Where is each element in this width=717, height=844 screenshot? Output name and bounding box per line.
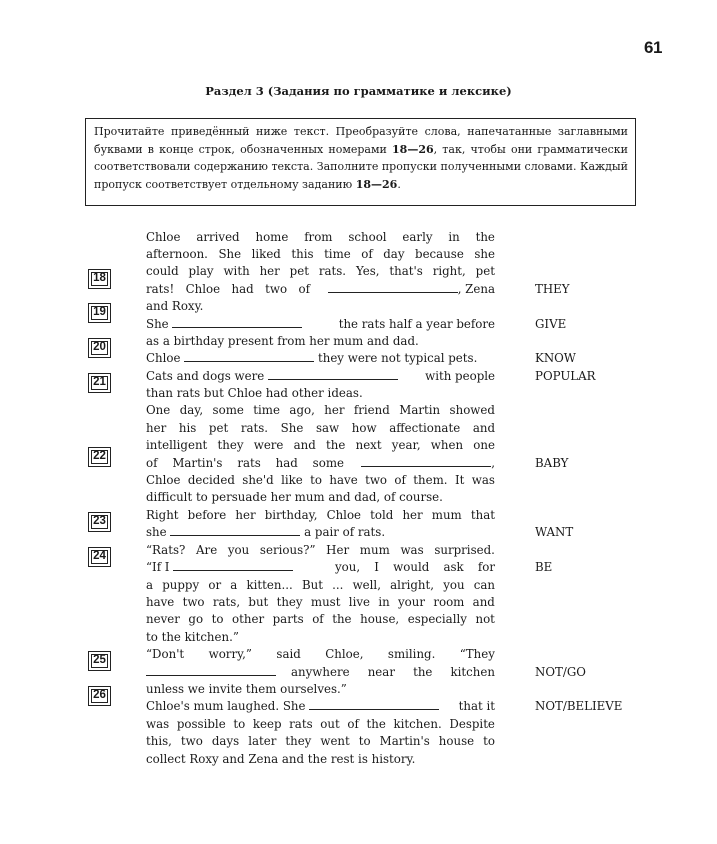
word: Martin's [172,456,223,470]
text-fragment [291,664,495,681]
word: that [470,508,495,522]
text-line: difficult to persuade her mum and dad, of course. [146,490,443,504]
word: birthday, [264,508,318,522]
text-fragment: she [146,525,167,539]
word: rats. [240,421,269,435]
answer-blank-24[interactable] [173,560,293,571]
word: two [365,473,388,487]
word: ask [443,560,464,574]
word: worry,” [208,647,252,661]
word: rats [237,456,261,470]
answer-blank-26[interactable] [309,699,439,710]
word: two [180,734,203,748]
word: Her [326,543,350,557]
word: went [320,734,350,748]
word: of [361,247,373,261]
word: near [367,665,395,679]
text-line: than rats but Chloe had other ideas. [146,386,363,400]
word: mum [359,543,390,557]
text-line [146,698,495,715]
word: her [259,264,280,278]
word: keep [252,717,282,731]
word: was [400,543,424,557]
word: house [438,734,475,748]
task-number-21: 21 [88,373,111,393]
word: must [310,595,341,609]
word: decided [187,473,235,487]
word: a [230,578,238,592]
word: with [223,264,250,278]
word: ... [332,578,344,592]
word: but [248,595,269,609]
word: her [324,403,345,417]
word: to [483,734,495,748]
word: Chloe, [325,647,364,661]
word: the [413,665,433,679]
word: was [471,473,495,487]
word: out [320,717,340,731]
word: showed [449,403,495,417]
text-line [146,472,495,489]
word: possible [176,717,226,731]
task-number-19: 19 [88,303,111,323]
answer-blank-21[interactable] [268,369,398,380]
text-fragment: with people [425,369,495,383]
text-fragment: Chloe's mum laughed. She [146,699,306,713]
word: you [227,543,250,557]
keyword-26: NOT/BELIEVE [535,699,623,713]
word: the [326,438,346,452]
text-fragment: “If I [146,560,170,574]
word: anywhere [291,665,350,679]
word: in [378,595,390,609]
word: She [218,247,242,261]
word: rats. [318,264,347,278]
word: and [472,595,495,609]
word: kitchen. [393,717,442,731]
text-line [146,437,495,454]
text-line [146,246,495,263]
text-fragment: , Zena [457,282,495,296]
word: Chloe [146,230,181,244]
word: to [211,612,224,626]
word: to [233,717,246,731]
word: Chloe [146,473,181,487]
task-number-23: 23 [88,512,111,532]
text-fragment: Chloe [146,351,181,365]
word: serious?” [259,543,316,557]
task-number-24: 24 [88,547,111,567]
word: to [358,734,371,748]
word: like [281,473,303,487]
word: Right [146,508,179,522]
word: play [188,264,214,278]
text-line [146,524,495,541]
text-line [146,542,495,559]
word: her [235,508,256,522]
keyword-19: GIVE [535,317,567,331]
word: especially [407,612,467,626]
word: from [304,230,333,244]
instructions-text: Прочитайте приведённый ниже текст. Преобразуйте слова, напечатанные заглавными буквами в конце строк, обозначенных номерами [94,125,628,156]
word: later [248,734,277,748]
word: have [146,595,175,609]
word: friend [353,403,390,417]
word: she'd [242,473,274,487]
text-line [146,229,495,246]
answer-blank-23[interactable] [170,525,300,536]
word: could [146,264,179,278]
word: the [366,717,386,731]
word: they [217,438,244,452]
word: home [255,230,289,244]
word: for [477,560,495,574]
word: of [146,456,158,470]
keyword-21: POPULAR [535,369,596,383]
task-number-26: 26 [88,686,111,706]
text-line: to the kitchen.” [146,630,239,644]
word: Despite [449,717,495,731]
word: liked [251,247,281,261]
word: “Don't [146,647,185,661]
word: “Rats? [146,543,186,557]
word: you [443,578,465,592]
text-line: as a birthday present from her mum and dad. [146,334,419,348]
word: ago, [289,403,315,417]
keyword-18: THEY [535,282,570,296]
word: day [383,247,405,261]
section-title: Раздел 3 (Задания по грамматике и лексике) [205,84,512,98]
text-fragment: a pair of rats. [304,525,386,539]
word: have [329,473,358,487]
word: of [298,282,310,296]
word: of [312,612,324,626]
word: she [474,247,495,261]
word: one [473,438,495,452]
text-line [146,594,495,611]
word: some [312,456,344,470]
word: saw [315,421,340,435]
word: never [146,612,180,626]
text-fragment [335,559,495,576]
answer-blank-18[interactable] [328,282,458,293]
word: puppy [162,578,200,592]
word: the [332,612,352,626]
text-fragment: , [491,456,495,470]
word: this [291,247,314,261]
word: year, [391,438,421,452]
word: room [433,595,465,609]
word: your [398,595,426,609]
word: But [301,578,323,592]
text-fragment: She [146,317,169,331]
text-line [146,455,495,472]
word: alright, [390,578,434,592]
keyword-20: KNOW [535,351,576,365]
word: right, [432,264,466,278]
instructions-box [85,118,636,206]
word: them. [413,473,448,487]
word: of [394,473,406,487]
word: pet [208,421,229,435]
word: said [276,647,301,661]
word: of [347,717,359,731]
word: had [231,282,254,296]
word: Martin [399,403,441,417]
word: days [211,734,240,748]
word: you, [335,560,361,574]
word: because [415,247,464,261]
keyword-22: BABY [535,456,569,470]
task-range: 18—26 [392,142,434,156]
text-fragment: the rats half a year before [338,317,495,331]
keyword-24: BE [535,560,553,574]
text-fragment [146,455,344,472]
word: arrived [196,230,240,244]
word: surprised. [434,543,495,557]
word: his [178,421,197,435]
word: some [212,403,244,417]
answer-blank-25[interactable] [146,665,276,676]
instructions-text: , так, чтобы они грамматически соответствовали содержанию текста. Заполните пропуски полученными словами. Каждый пропуск соответствует отдельному заданию [94,142,628,191]
word: when [430,438,464,452]
text-fragment: that it [458,699,495,713]
word: parts [272,612,304,626]
word: her [146,421,167,435]
word: intelligent [146,438,208,452]
word: well, [352,578,381,592]
word: day, [179,403,204,417]
task-range: 18—26 [355,177,398,191]
word: this, [146,734,172,748]
word: next [355,438,382,452]
text-line [146,402,495,419]
word: not [475,612,495,626]
word: go [188,612,204,626]
task-number-18: 18 [88,269,111,289]
text-line [146,733,495,750]
word: She [280,421,304,435]
keyword-23: WANT [535,525,574,539]
word: afternoon. [146,247,208,261]
word: Chloe [326,508,362,522]
text-line [146,611,495,628]
word: were [253,438,284,452]
word: Martin's [379,734,430,748]
answer-blank-19[interactable] [172,317,302,328]
word: the [475,230,495,244]
text-line [146,281,495,298]
text-line [146,350,495,367]
text-fragment: they were not typical pets. [317,351,478,365]
text-line [146,559,495,576]
word: that's [389,264,423,278]
text-line [146,507,495,524]
word: time [324,247,351,261]
word: house, [360,612,400,626]
task-number-22: 22 [88,447,111,467]
word: her [402,508,423,522]
word: rats! [146,282,175,296]
text-line [146,316,495,333]
word: before [187,508,227,522]
word: they [285,734,312,748]
word: other [232,612,265,626]
text-line [146,263,495,280]
word: “They [459,647,495,661]
word: pet [289,264,309,278]
word: rats [289,717,313,731]
task-number-25: 25 [88,651,111,671]
word: or [208,578,222,592]
text-fragment: Cats and dogs were [146,369,265,383]
word: early [402,230,433,244]
word: told [370,508,394,522]
word: One [146,403,171,417]
word: had [275,456,298,470]
word: It [454,473,465,487]
word: was [146,717,170,731]
text-line: and Roxy. [146,299,204,313]
word: they [276,595,303,609]
word: live [348,595,370,609]
text-line: unless we invite them ourselves.” [146,682,347,696]
text-line [146,664,495,681]
text-fragment [146,281,310,298]
word: I [374,560,379,574]
answer-blank-22[interactable] [361,456,491,467]
word: smiling. [387,647,436,661]
word: how [351,421,377,435]
word: mum [431,508,462,522]
answer-blank-20[interactable] [184,351,314,362]
word: Are [196,543,218,557]
keyword-25: NOT/GO [535,665,586,679]
word: kitchen [450,665,495,679]
word: kitten... [246,578,293,592]
word: would [393,560,430,574]
word: rats, [212,595,241,609]
text-line: collect Roxy and Zena and the rest is history. [146,752,416,766]
word: to [310,473,323,487]
word: a [146,578,154,592]
word: Chloe [185,282,221,296]
word: affectionate [389,421,461,435]
word: Yes, [355,264,380,278]
task-number-20: 20 [88,338,111,358]
word: pet [475,264,495,278]
word: time [253,403,280,417]
text-line [146,368,495,385]
word: can [473,578,495,592]
word: and [293,438,316,452]
word: in [448,230,460,244]
word: and [472,421,495,435]
page-number: 61 [644,38,662,57]
text-line [146,420,495,437]
word: two [182,595,205,609]
word: school [348,230,387,244]
instructions-text: . [397,177,401,191]
text-line [146,577,495,594]
word: two [265,282,288,296]
text-line [146,646,495,663]
text-line [146,716,495,733]
